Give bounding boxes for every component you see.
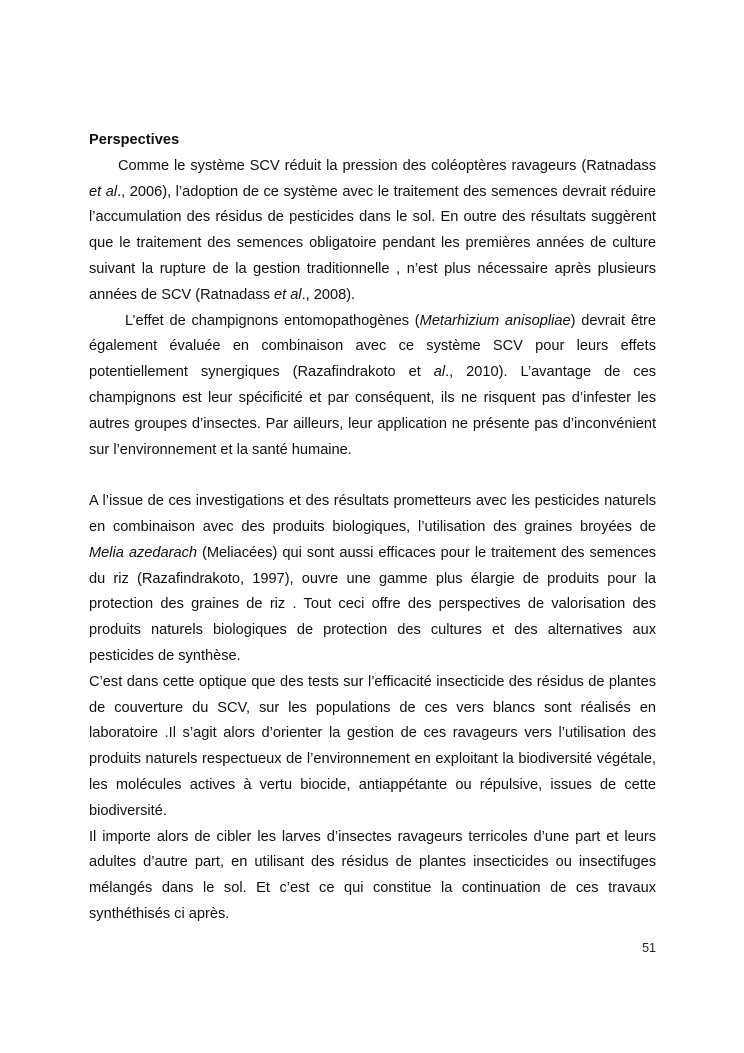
italic-text: Melia azedarach [89, 544, 197, 561]
paragraph-laboratory-tests: C’est dans cette optique que des tests sur l’efficacité insecticide des résidus de plantes de couverture du SCV, sur les populations de ces vers blancs sont réalisés en laboratoire .Il s’agit alors d’orienter la gestion de ces ravageurs vers l’utilisation des produits naturels respectueux de l’environnement en exploitant la biodiversité végétale, les molécules actives à vertu biocide, antiappétante ou répulsive, issues de cette biodiversité. [89, 673, 656, 819]
text-run: Comme le système SCV réduit la pression des coléoptères ravageurs (Ratnadass [118, 157, 656, 174]
text-run: ., 2010). L’avantage de ces champignons est leur spécificité et par conséquent, ils ne risquent pas d’infester les autres groupes d’insectes. Par ailleurs, leur application ne présente pas d’inconvénient sur l’environnement et la santé humaine. [89, 364, 656, 458]
italic-text: et al [273, 286, 302, 303]
text-run: (Meliacées) qui sont aussi efficaces pour le traitement des semences du riz (Razafindrakoto, 1997), ouvre une gamme plus élargie de produits pour la protection des graines de riz . Tout ceci offre des perspectives de valorisation des produits naturels biologiques de protection des cultures et des alternatives aux pesticides de synthèse. [89, 544, 656, 664]
text-run: ., 2008). [301, 286, 356, 303]
body-text [89, 128, 656, 928]
text-run: A l’issue de ces investigations et des résultats prometteurs avec les pesticides naturels en combinaison avec des produits biologiques, l’utilisation des graines broyées de [89, 493, 656, 535]
text-run: L’effet de champignons entomopathogènes ( [125, 312, 420, 329]
paragraph-target-larvae: Il importe alors de cibler les larves d’insectes ravageurs terricoles d’une part et leurs adultes d’autre part, en utilisant des résidus de plantes insecticides ou insectifuges mélangés dans le sol. Et c’est ce qui constitue la continuation de ces travaux synthéthisés ci après. [89, 828, 656, 922]
italic-text: al [433, 364, 446, 381]
text-run: ., 2006), l’adoption de ce système avec le traitement des semences devrait réduire l’accumulation des résidus de pesticides dans le sol. En outre des résultats suggèrent que le traitement des semences obligatoire pendant les premières années de culture suivant la rupture de la gestion traditionnelle , n’est plus nécessaire après plusieurs années de SCV (Ratnadass [89, 183, 657, 303]
paragraph-natural-pesticides [89, 489, 656, 670]
page-number: 51 [642, 941, 656, 955]
paragraph-entomopathogenic-fungi [89, 309, 656, 464]
paragraph-gap [89, 463, 656, 489]
paragraph-scv-pressure [89, 154, 656, 309]
text-run: ) devrait être également évaluée en combinaison avec ce système SCV pour leurs effets potentiellement synergiques (Razafindrakoto et [89, 312, 657, 381]
italic-text: et al [89, 183, 118, 200]
italic-text: Metarhizium anisopliae [419, 312, 571, 329]
section-heading: Perspectives [89, 132, 180, 148]
